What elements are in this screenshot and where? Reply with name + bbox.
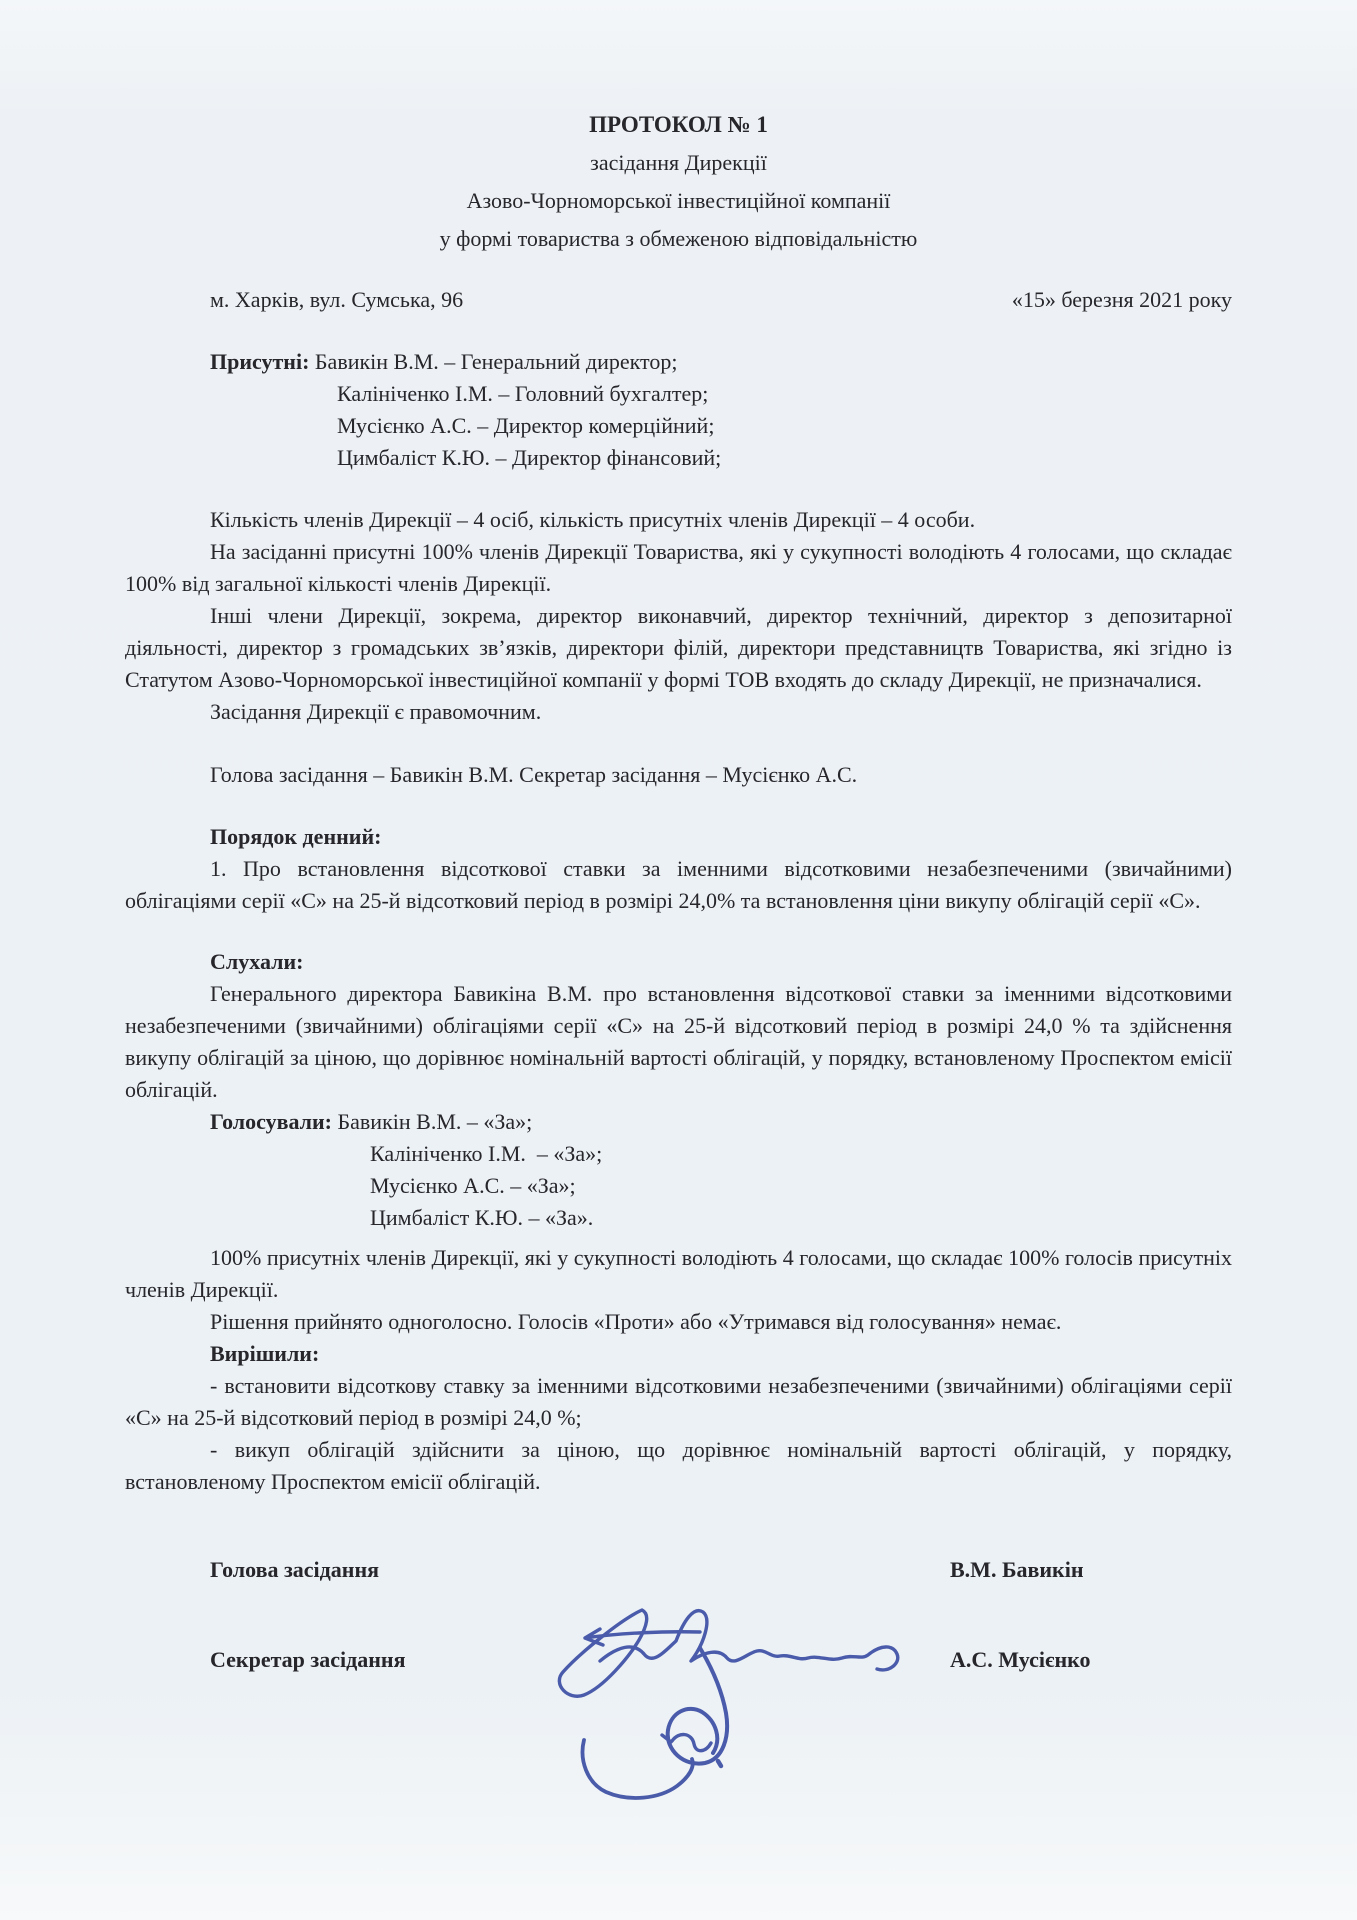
place-line: м. Харків, вул. Сумська, 96 [210,287,464,312]
heard-heading: Слухали: [210,949,304,974]
signature-stroke [583,1740,693,1798]
secretary-label: Секретар засідання [210,1647,406,1672]
secretary-signature-row [125,1644,1232,1676]
doc-subtitle-line: у формі товариства з обмеженою відповідальністю [439,226,918,251]
place-date-row [125,284,1232,316]
attendee-entry: Бавикін В.М. – Генеральний директор; [314,349,678,374]
votes-label: Голосували: [210,1109,333,1134]
heard-text: Генерального директора Бавикіна В.М. про встановлення відсоткової ставки за іменними відсотковими незабезпеченими (звичайними) облігаціями серії «С» на 25-й відсотковий період в розмірі 24,0 % та здійснення викупу облігацій за ціною, що дорівнює номінальній вартості облігацій, у порядку, встановленому Проспектом емісії облігацій. [125,981,1232,1102]
paragraph-present: На засіданні присутні 100% членів Дирекції Товариства, які у сукупності володіють 4 голосами, що складає 100% від загальної кількості членів Дирекції. [125,539,1232,596]
votes-first-line [125,1106,1232,1138]
doc-subtitle-line: Азово-Чорноморської інвестиційної компанії [466,188,891,213]
agenda-heading: Порядок денний: [210,824,382,849]
chair-name: В.М. Бавикін [950,1557,1084,1582]
signature-stroke [718,1761,721,1766]
resolved-item: - викуп облігацій здійснити за ціною, що дорівнює номінальній вартості облігацій, у порядку, встановленому Проспектом емісії облігацій. [125,1437,1232,1494]
paragraph-other-members: Інші члени Дирекції, зокрема, директор виконавчий, директор технічний, директор з депозитарної діяльності, директор з громадських зв’язків, директори філій, директори представництв Товариства, які згідно із Статутом Азово-Чорноморської інвестиційної компанії у формі ТОВ входять до складу Дирекції, не призначалися. [125,603,1232,692]
doc-subtitle-line: засідання Дирекції [590,150,767,175]
attendee-entry: Калініченко І.М. – Головний бухгалтер; [337,381,709,406]
results-block [125,1242,1232,1338]
paragraph-members-count: Кількість членів Дирекції – 4 осіб, кількість присутніх членів Дирекції – 4 особи. [210,507,976,532]
signature-stroke [662,1735,671,1742]
paragraph-quorum: Засідання Дирекції є правомочним. [210,699,542,724]
attendees-block [125,346,1232,474]
attendees-label: Присутні: [210,349,310,374]
paragraph-vote-percent: 100% присутніх членів Дирекції, які у сукупності володіють 4 голосами, що складає 100% голосів присутніх членів Дирекції. [125,1245,1232,1302]
chair-label: Голова засідання [210,1557,380,1582]
attendee-entry: Цимбаліст К.Ю. – Директор фінансовий; [337,445,722,470]
date-line: «15» березня 2021 року [1011,287,1232,312]
attendee-entry: Мусієнко А.С. – Директор комерційний; [337,413,715,438]
vote-entry: Мусієнко А.С. – «За»; [370,1173,576,1198]
vote-entry: Бавикін В.М. – «За»; [337,1109,533,1134]
resolved-item: - встановити відсоткову ставку за іменними відсотковими незабезпеченими (звичайними) облігаціями серії «С» на 25-й відсотковий період в розмірі 24,0 %; [125,1373,1232,1430]
votes-block [125,1106,1232,1234]
secretary-name: А.С. Мусієнко [950,1647,1091,1672]
vote-entry: Калініченко І.М. – «За»; [370,1141,603,1166]
chair-signature-row [125,1554,1232,1586]
paragraph-chair-secretary: Голова засідання – Бавикін В.М. Секретар засідання – Мусієнко А.С. [210,762,858,787]
signature-stroke [672,1735,711,1751]
signature-stroke [585,1629,700,1645]
paragraph-unanimous: Рішення прийнято одноголосно. Голосів «Проти» або «Утримався від голосування» немає. [210,1309,1062,1334]
resolved-heading: Вирішили: [210,1341,320,1366]
quorum-block [125,504,1232,728]
vote-entry: Цимбаліст К.Ю. – «За». [370,1205,594,1230]
doc-title: ПРОТОКОЛ № 1 [589,112,768,137]
attendees-first-line [125,346,1232,378]
agenda-item: 1. Про встановлення відсоткової ставки за іменними відсотковими незабезпеченими (звичайними) облігаціями серії «С» на 25-й відсотковий період в розмірі 24,0% та встановлення ціни викупу облігацій серії «С». [125,856,1232,913]
